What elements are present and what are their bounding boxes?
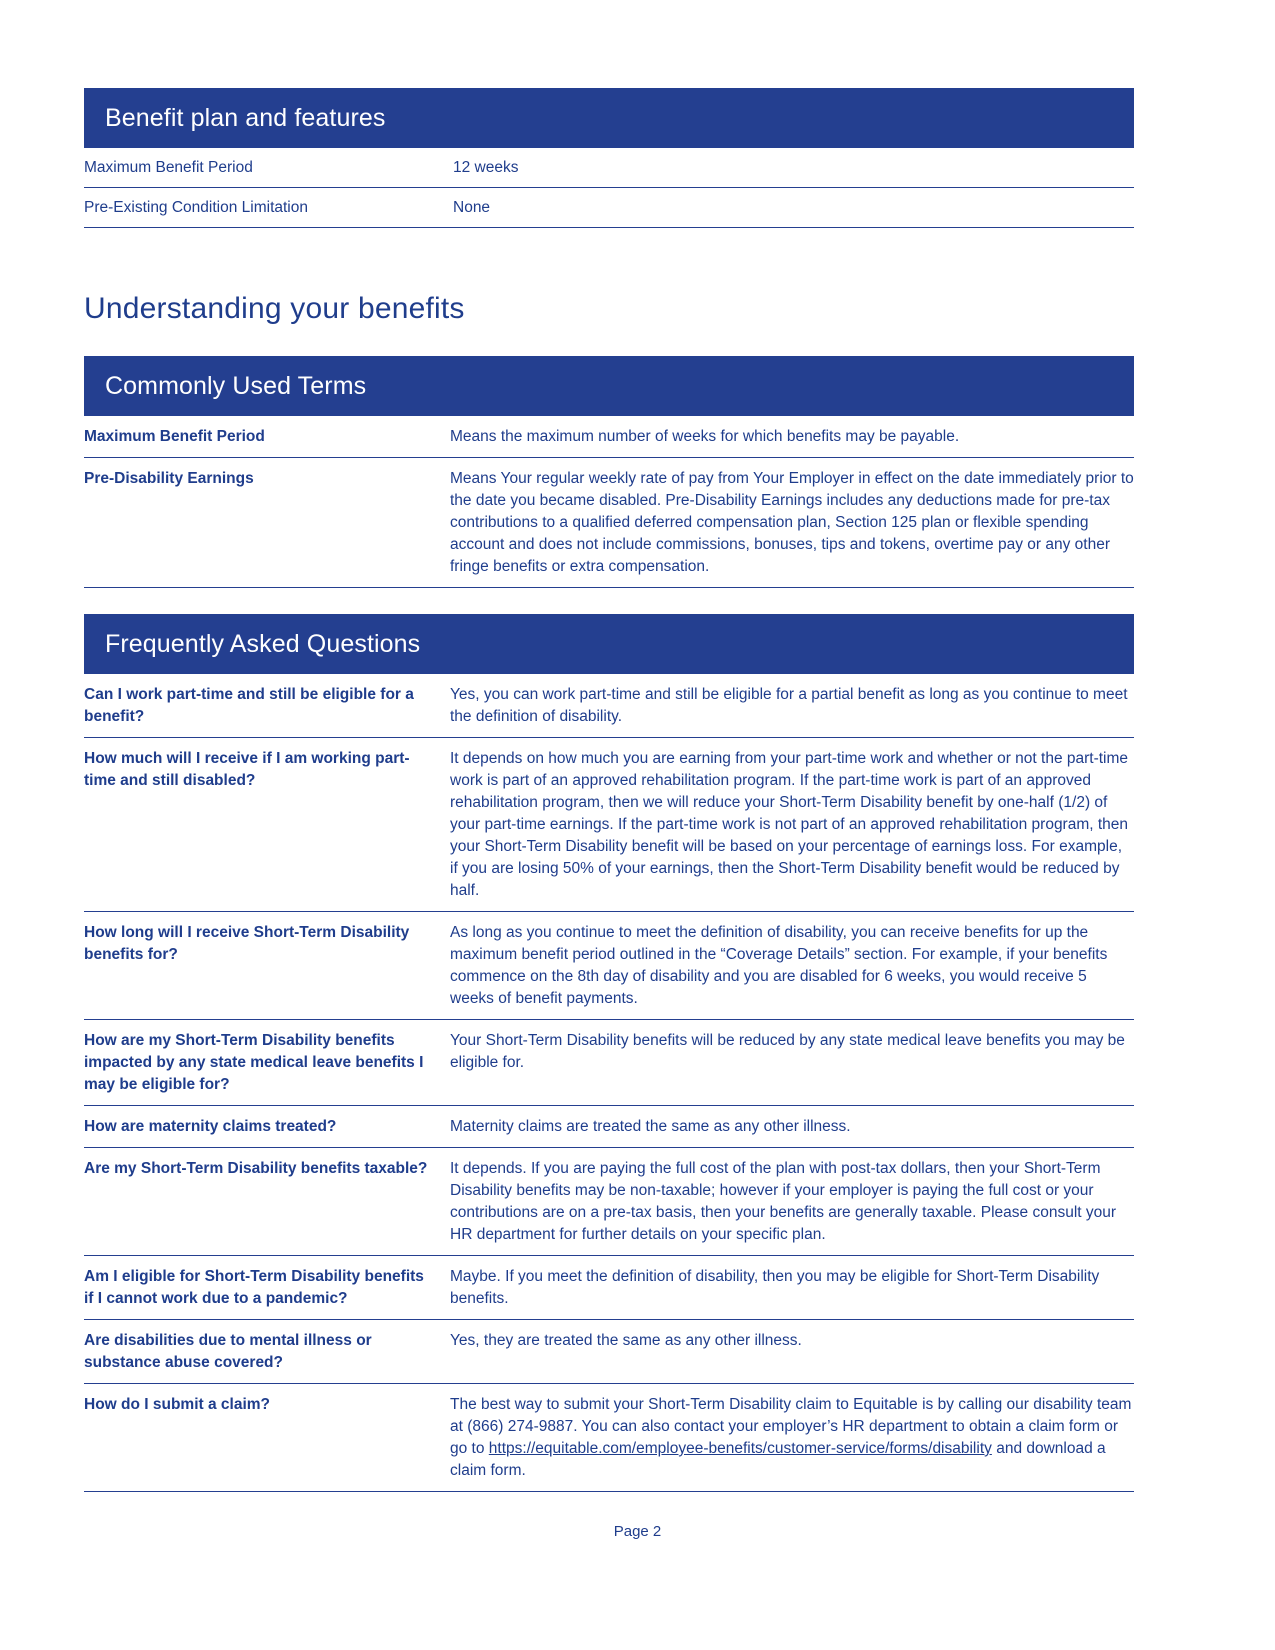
faq-question: How long will I receive Short-Term Disability benefits for?	[84, 912, 446, 1020]
faq-table	[84, 674, 1134, 1492]
table-row	[84, 1256, 1134, 1320]
faq-question: How do I submit a claim?	[84, 1384, 446, 1492]
table-row	[84, 1106, 1134, 1148]
faq-question: Am I eligible for Short-Term Disability benefits if I cannot work due to a pandemic?	[84, 1256, 446, 1320]
claim-answer-part2: and download a claim form.	[450, 1440, 1106, 1479]
table-row	[84, 912, 1134, 1020]
faq-answer: It depends on how much you are earning from your part-time work and whether or not the part-time work is part of an approved rehabilitation program. If the part-time work is part of an approved rehabilitation program, then we will reduce your Short-Term Disability benefit by one-half (1/2) of your part-time earnings. If the part-time work is not part of an approved rehabilitation program, then your Short-Term Disability benefit will be based on your percentage of earnings loss. For example, if you are losing 50% of your earnings, then the Short-Term Disability benefit would be reduced by half.	[446, 738, 1134, 912]
faq-question: How are my Short-Term Disability benefits impacted by any state medical leave benefits I may be eligible for?	[84, 1020, 446, 1106]
table-row	[84, 188, 1134, 228]
row-label: Pre-Existing Condition Limitation	[84, 188, 451, 228]
table-row-claim	[84, 1384, 1134, 1492]
table-row	[84, 674, 1134, 738]
faq-answer: Yes, they are treated the same as any other illness.	[446, 1320, 1134, 1384]
claim-form-link[interactable]: https://equitable.com/employee-benefits/customer-service/forms/disability	[488, 1440, 992, 1457]
faq-answer: Your Short-Term Disability benefits will be reduced by any state medical leave benefits you may be eligible for.	[446, 1020, 1134, 1106]
term-definition: Means Your regular weekly rate of pay from Your Employer in effect on the date immediately prior to the date you became disabled. Pre-Disability Earnings includes any deductions made for pre-tax contributions to a qualified deferred compensation plan, Section 125 plan or flexible spending account and does not include commissions, bonuses, tips and tokens, overtime pay or any other fringe benefits or extra compensation.	[446, 458, 1134, 588]
section-header-benefit-plan	[84, 88, 1134, 148]
faq-question: How are maternity claims treated?	[84, 1106, 446, 1148]
row-value: None	[451, 188, 1134, 228]
faq-answer: Maybe. If you meet the definition of disability, then you may be eligible for Short-Term Disability benefits.	[446, 1256, 1134, 1320]
row-value: 12 weeks	[451, 148, 1134, 188]
faq-question: Can I work part-time and still be eligible for a benefit?	[84, 674, 446, 738]
top-spacer	[84, 0, 1134, 88]
faq-answer: As long as you continue to meet the definition of disability, you can receive benefits for up the maximum benefit period outlined in the “Coverage Details” section. For example, if your benefits commence on the 8th day of disability and you are disabled for 6 weeks, you would receive 5 weeks of benefit payments.	[446, 912, 1134, 1020]
table-row	[84, 1148, 1134, 1256]
section-header-terms	[84, 356, 1134, 416]
faq-title: Frequently Asked Questions	[105, 629, 421, 658]
section-header-faq	[84, 614, 1134, 674]
table-row	[84, 148, 1134, 188]
faq-question: How much will I receive if I am working part-time and still disabled?	[84, 738, 446, 912]
faq-question: Are my Short-Term Disability benefits taxable?	[84, 1148, 446, 1256]
spacer	[84, 326, 1134, 356]
term-label: Maximum Benefit Period	[84, 416, 446, 458]
faq-answer: Yes, you can work part-time and still be eligible for a partial benefit as long as you continue to meet the definition of disability.	[446, 674, 1134, 738]
table-row	[84, 458, 1134, 588]
table-row	[84, 1020, 1134, 1106]
terms-table	[84, 416, 1134, 588]
row-label: Maximum Benefit Period	[84, 148, 451, 188]
term-label: Pre-Disability Earnings	[84, 458, 446, 588]
page-title-understanding: Understanding your benefits	[84, 292, 465, 325]
terms-title: Commonly Used Terms	[105, 371, 367, 400]
table-row	[84, 1320, 1134, 1384]
faq-answer: It depends. If you are paying the full cost of the plan with post-tax dollars, then your Short-Term Disability benefits may be non-taxable; however if your employer is paying the full cost or your contributions are on a pre-tax basis, then your benefits are generally taxable. Please consult your HR department for further details on your specific plan.	[446, 1148, 1134, 1256]
faq-answer: Maternity claims are treated the same as any other illness.	[446, 1106, 1134, 1148]
term-definition: Means the maximum number of weeks for which benefits may be payable.	[446, 416, 1134, 458]
benefit-plan-table	[84, 148, 1134, 228]
page-content	[84, 0, 1134, 1492]
claim-answer-part1: The best way to submit your Short-Term Disability claim to Equitable is by calling our disability team at (866) 274-9887. You can also contact your employer’s HR department to obtain a claim form or go to	[450, 1396, 1132, 1457]
faq-question: Are disabilities due to mental illness or substance abuse covered?	[84, 1320, 446, 1384]
faq-answer-claim	[446, 1384, 1134, 1492]
benefit-plan-title: Benefit plan and features	[105, 103, 386, 132]
page-footer: Page 2	[613, 1523, 662, 1540]
table-row	[84, 416, 1134, 458]
spacer	[84, 588, 1134, 614]
table-row	[84, 738, 1134, 912]
spacer	[84, 228, 1134, 292]
